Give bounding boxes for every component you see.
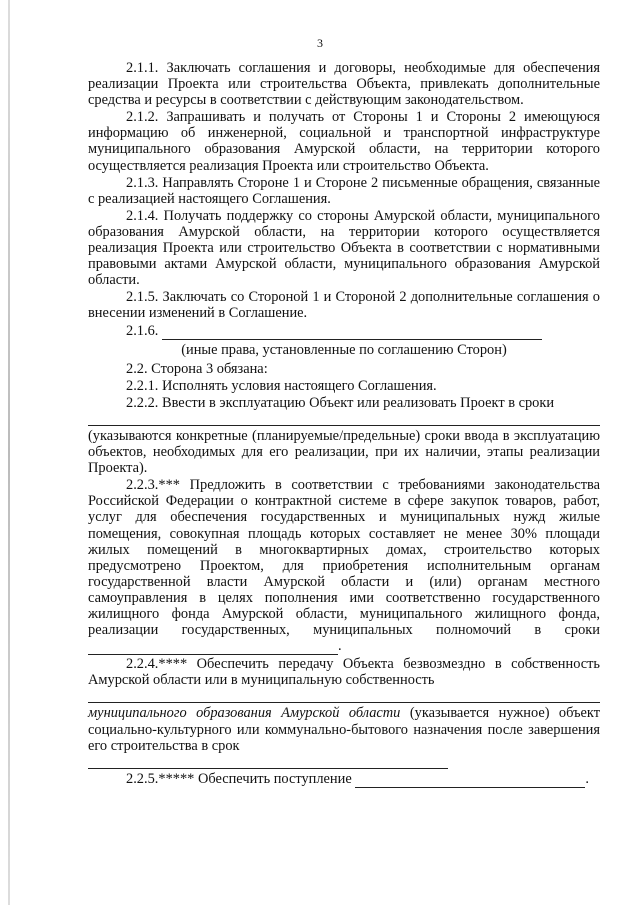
clause-2-2-4-rest: (указывается нужное) объект социально-культурного или коммунально-бытового назначения после завершения его строительства в срок — [88, 705, 601, 754]
fill-in-line — [162, 323, 542, 340]
clause-2-2: 2.2. Сторона 3 обязана: — [126, 360, 268, 377]
clause-2-1-1: 2.1.1. Заключать соглашения и договоры, необходимые для обеспечения реализации Проекта или строительства Объекта, привлекать дополнительные средства и ресурсы в соответствии с действующим законодательством. — [88, 60, 600, 109]
clause-2-2-5-text: 2.2.5.***** Обеспечить поступление — [126, 770, 352, 787]
document-body — [88, 60, 600, 788]
scan-edge — [8, 0, 10, 905]
clause-2-1-6 — [88, 323, 600, 340]
fill-in-line — [88, 754, 448, 769]
clause-2-1-6-hint: (иные права, установленные по соглашению Сторон) — [181, 341, 507, 358]
fill-in-line — [88, 688, 600, 703]
clause-2-1-5: 2.1.5. Заключать со Стороной 1 и Стороной 2 дополнительные соглашения о внесении изменений в Соглашение. — [88, 289, 600, 322]
clause-2-1-4: 2.1.4. Получать поддержку со стороны Амурской области, муниципального образования Амурской области, на территории которого осуществляется реализация Проекта или строительство Объекта в соответствии с нормативными правовыми актами Амурской области, муниципального образования Амурской области. — [88, 207, 600, 289]
clause-2-2-3-text: 2.2.3.*** Предложить в соответствии с требованиями законодательства Российской Федерации о контрактной системе в сфере закупок товаров, работ, услуг для обеспечения государственных и муниципальных нужд жилые помещения, совокупная площадь которых составляет не менее 30% площади жилых помещений в многоквартирных домах, строительство которых предусмотрено Проектом, для приобретения исполнительным органам государственной власти Амурской области и (или) органам местного самоуправления в целях пополнения ими соответственно государственного жилищного фонда Амурской области, муниципального жилищного фонда, реализации государственных, муниципальных полномочий в сроки — [88, 477, 600, 639]
clause-2-1-3: 2.1.3. Направлять Стороне 1 и Стороне 2 письменные обращения, связанные с реализацией настоящего Соглашения. — [88, 174, 600, 207]
clause-2-2-2: 2.2.2. Ввести в эксплуатацию Объект или реализовать Проект в сроки — [126, 394, 555, 411]
clause-2-2-4-continued — [88, 705, 600, 753]
clause-2-2-3: 2.2.3.*** Предложить в соответствии с требованиями законодательства Российской Федерации о контрактной системе в сфере закупок товаров, работ, услуг для обеспечения государственных и муниципальных нужд жилые помещения, совокупная площадь которых составляет не менее 30% площади жилых помещений в многоквартирных домах, строительство которых предусмотрено Проектом, для приобретения исполнительным органам государственной власти Амурской области и (или) органам местного самоуправления в целях пополнения ими соответственно государственного жилищного фонда Амурской области, муниципального жилищного фонда, реализации государственных, муниципальных полномочий в сроки . — [88, 477, 600, 655]
clause-2-1-6-number: 2.1.6. — [126, 322, 159, 339]
clause-2-1-2: 2.1.2. Запрашивать и получать от Стороны 1 и Стороны 2 имеющуюся информацию об инженерной, социальной и транспортной инфраструктуре муниципального образования Амурской области, на территории которого осуществляется реализация Проекта или строительство Объекта. — [88, 109, 600, 174]
clause-2-2-4-italic: муниципального образования Амурской области — [88, 705, 401, 722]
clause-2-2-2-hint: (указываются конкретные (планируемые/предельные) сроки ввода в эксплуатацию объектов, необходимых для его реализации, при их наличии, этапы реализации Проекта). — [88, 427, 600, 477]
clause-2-2-1: 2.2.1. Исполнять условия настоящего Соглашения. — [126, 377, 437, 394]
page-number: 3 — [317, 36, 323, 50]
fill-in-line — [355, 771, 585, 788]
fill-in-line — [88, 638, 338, 655]
fill-in-line — [88, 411, 600, 426]
clause-2-2-4: 2.2.4.**** Обеспечить передачу Объекта безвозмездно в собственность Амурской области или в муниципальную собственность — [88, 656, 600, 689]
clause-2-2-5: 2.2.5.***** Обеспечить поступление . — [126, 770, 589, 787]
